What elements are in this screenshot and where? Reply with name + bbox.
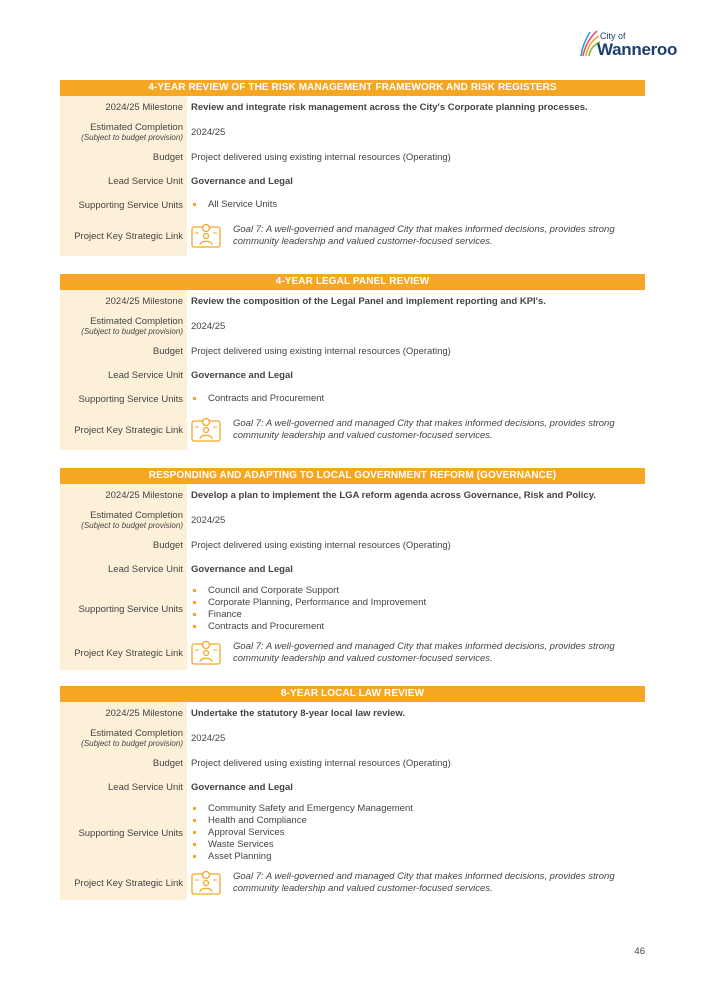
completion-label: Estimated Completion: [90, 316, 183, 327]
supporting-label: Supporting Service Units: [78, 827, 183, 839]
city-logo: [579, 28, 678, 62]
governance-goal-icon: [191, 223, 221, 249]
completion-note: (Subject to budget provision): [81, 327, 183, 336]
supporting-label: Supporting Service Units: [78, 393, 183, 405]
completion-label: Estimated Completion: [90, 510, 183, 521]
list-item: Contracts and Procurement: [191, 393, 324, 405]
supporting-units-list: [191, 199, 277, 211]
completion-value: 2024/25: [191, 732, 226, 744]
lead-label: Lead Service Unit: [108, 369, 183, 381]
list-item: Finance: [191, 609, 426, 621]
logo-city-text: City of: [600, 31, 626, 41]
completion-label: Estimated Completion: [90, 122, 183, 133]
project-section-1: [60, 80, 645, 256]
milestone-value: Review the composition of the Legal Panel and implement reporting and KPI's.: [191, 295, 546, 307]
list-item: Community Safety and Emergency Management: [191, 803, 413, 815]
milestone-label: 2024/25 Milestone: [105, 489, 183, 501]
lead-value: Governance and Legal: [191, 369, 293, 381]
completion-value: 2024/25: [191, 126, 226, 138]
budget-label: Budget: [152, 539, 183, 551]
project-section-3: [60, 468, 645, 670]
list-item: Health and Compliance: [191, 815, 413, 827]
budget-value: Project delivered using existing internal resources (Operating): [191, 345, 451, 357]
list-item: Corporate Planning, Performance and Improvement: [191, 597, 426, 609]
budget-value: Project delivered using existing internal resources (Operating): [191, 539, 451, 551]
list-item: Contracts and Procurement: [191, 621, 426, 633]
section-title: 8-YEAR LOCAL LAW REVIEW: [60, 686, 645, 702]
supporting-label: Supporting Service Units: [78, 199, 183, 211]
goal-text-line: community leadership and valued customer-focused services.: [233, 236, 493, 247]
budget-label: Budget: [152, 757, 183, 769]
governance-goal-icon: [191, 870, 221, 896]
milestone-value: Review and integrate risk management across the City's Corporate planning processes.: [191, 101, 588, 113]
milestone-value: Undertake the statutory 8-year local law review.: [191, 707, 406, 719]
section-title: 4-YEAR REVIEW OF THE RISK MANAGEMENT FRAMEWORK AND RISK REGISTERS: [60, 80, 645, 96]
logo-name-text: Wanneroo: [597, 40, 678, 59]
budget-label: Budget: [152, 345, 183, 357]
project-section-2: [60, 274, 645, 450]
milestone-label: 2024/25 Milestone: [105, 101, 183, 113]
milestone-value: Develop a plan to implement the LGA reform agenda across Governance, Risk and Policy.: [191, 489, 596, 501]
strategic-label: Project Key Strategic Link: [74, 877, 183, 889]
strategic-label: Project Key Strategic Link: [74, 647, 183, 659]
strategic-label: Project Key Strategic Link: [74, 424, 183, 436]
budget-label: Budget: [152, 151, 183, 163]
governance-goal-icon: [191, 417, 221, 443]
completion-note: (Subject to budget provision): [81, 521, 183, 530]
milestone-label: 2024/25 Milestone: [105, 707, 183, 719]
lead-label: Lead Service Unit: [108, 781, 183, 793]
lead-value: Governance and Legal: [191, 563, 293, 575]
completion-note: (Subject to budget provision): [81, 739, 183, 748]
lead-value: Governance and Legal: [191, 781, 293, 793]
governance-goal-icon: [191, 640, 221, 666]
milestone-label: 2024/25 Milestone: [105, 295, 183, 307]
list-item: Council and Corporate Support: [191, 585, 426, 597]
supporting-units-list: [191, 803, 413, 863]
section-title: 4-YEAR LEGAL PANEL REVIEW: [60, 274, 645, 290]
list-item: Approval Services: [191, 827, 413, 839]
supporting-units-list: [191, 393, 324, 405]
section-title: RESPONDING AND ADAPTING TO LOCAL GOVERNMENT REFORM (GOVERNANCE): [60, 468, 645, 484]
completion-value: 2024/25: [191, 514, 226, 526]
supporting-units-list: [191, 585, 426, 633]
goal-text-line: Goal 7: A well-governed and managed City that makes informed decisions, provides strong: [233, 418, 615, 429]
goal-text-line: Goal 7: A well-governed and managed City that makes informed decisions, provides strong: [233, 871, 615, 882]
goal-text-line: community leadership and valued customer-focused services.: [233, 883, 493, 894]
goal-text-line: Goal 7: A well-governed and managed City that makes informed decisions, provides strong: [233, 224, 615, 235]
page-number: 46: [634, 946, 645, 957]
strategic-label: Project Key Strategic Link: [74, 230, 183, 242]
completion-value: 2024/25: [191, 320, 226, 332]
lead-label: Lead Service Unit: [108, 563, 183, 575]
project-section-4: [60, 686, 645, 900]
completion-label: Estimated Completion: [90, 728, 183, 739]
list-item: Asset Planning: [191, 851, 413, 863]
goal-text-line: community leadership and valued customer-focused services.: [233, 653, 493, 664]
list-item: Waste Services: [191, 839, 413, 851]
supporting-label: Supporting Service Units: [78, 603, 183, 615]
lead-value: Governance and Legal: [191, 175, 293, 187]
budget-value: Project delivered using existing internal resources (Operating): [191, 151, 451, 163]
completion-note: (Subject to budget provision): [81, 133, 183, 142]
goal-text-line: Goal 7: A well-governed and managed City that makes informed decisions, provides strong: [233, 641, 615, 652]
goal-text-line: community leadership and valued customer-focused services.: [233, 430, 493, 441]
lead-label: Lead Service Unit: [108, 175, 183, 187]
budget-value: Project delivered using existing internal resources (Operating): [191, 757, 451, 769]
list-item: All Service Units: [191, 199, 277, 211]
